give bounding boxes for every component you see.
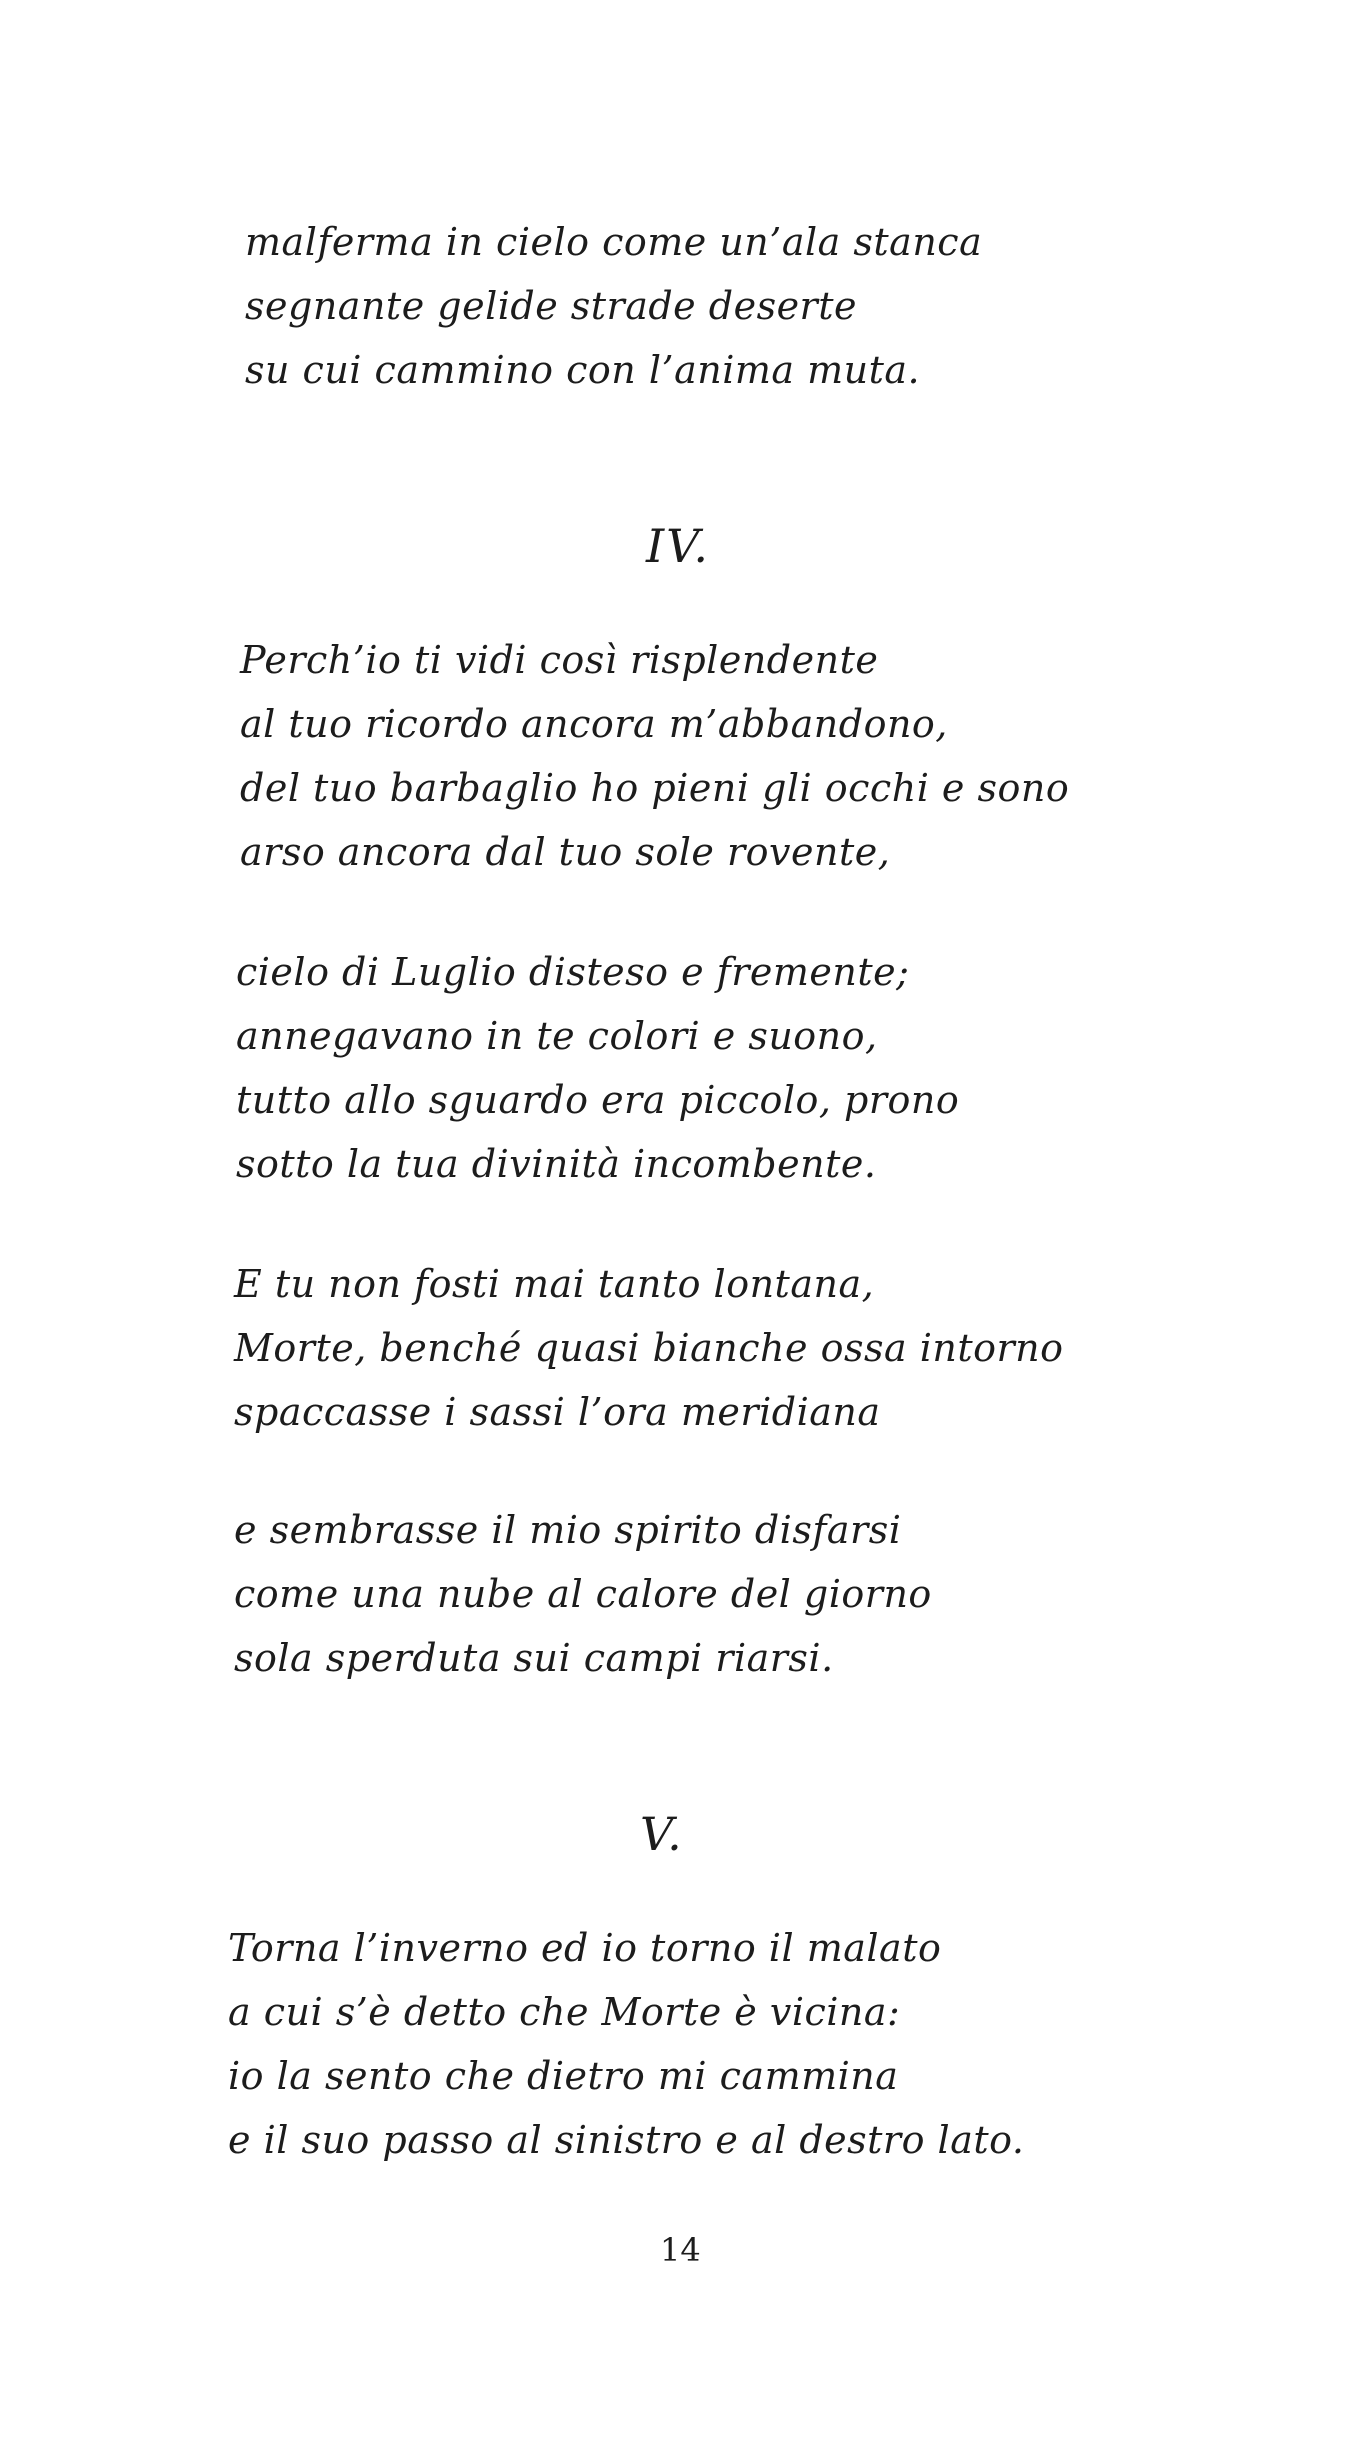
poem-line: malferma in cielo come un’ala stanca <box>245 220 983 264</box>
poem-line: del tuo barbaglio ho pieni gli occhi e sono <box>240 766 1070 810</box>
poem-line: su cui cammino con l’anima muta. <box>245 348 921 392</box>
poem-line: Morte, benché quasi bianche ossa intorno <box>234 1326 1064 1370</box>
poem-line: Torna l’inverno ed io torno il malato <box>228 1926 942 1970</box>
poem-line: cielo di Luglio disteso e fremente; <box>236 950 910 994</box>
poem-line: Perch’io ti vidi così risplendente <box>240 638 879 682</box>
page-number: 14 <box>660 2231 701 2269</box>
poem-line: io la sento che dietro mi cammina <box>228 2054 899 2098</box>
poem-line: tutto allo sguardo era piccolo, prono <box>236 1078 960 1122</box>
poem-line: annegavano in te colori e suono, <box>236 1014 878 1058</box>
poem-line: e il suo passo al sinistro e al destro lato. <box>228 2118 1025 2162</box>
poem-line: segnante gelide strade deserte <box>245 284 857 328</box>
poem-line: sotto la tua divinità incombente. <box>236 1142 877 1186</box>
poem-line: come una nube al calore del giorno <box>234 1572 932 1616</box>
poem-line: arso ancora dal tuo sole rovente, <box>240 830 891 874</box>
poem-line: e sembrasse il mio spirito disfarsi <box>234 1508 902 1552</box>
poem-line: E tu non fosti mai tanto lontana, <box>234 1262 875 1306</box>
poem-line: spaccasse i sassi l’ora meridiana <box>234 1390 881 1434</box>
section-heading-v: V. <box>640 1807 684 1861</box>
poem-line: a cui s’è detto che Morte è vicina: <box>228 1990 901 2034</box>
section-heading-iv: IV. <box>646 519 710 573</box>
poem-line: al tuo ricordo ancora m’abbandono, <box>240 702 948 746</box>
poem-line: sola sperduta sui campi riarsi. <box>234 1636 834 1680</box>
